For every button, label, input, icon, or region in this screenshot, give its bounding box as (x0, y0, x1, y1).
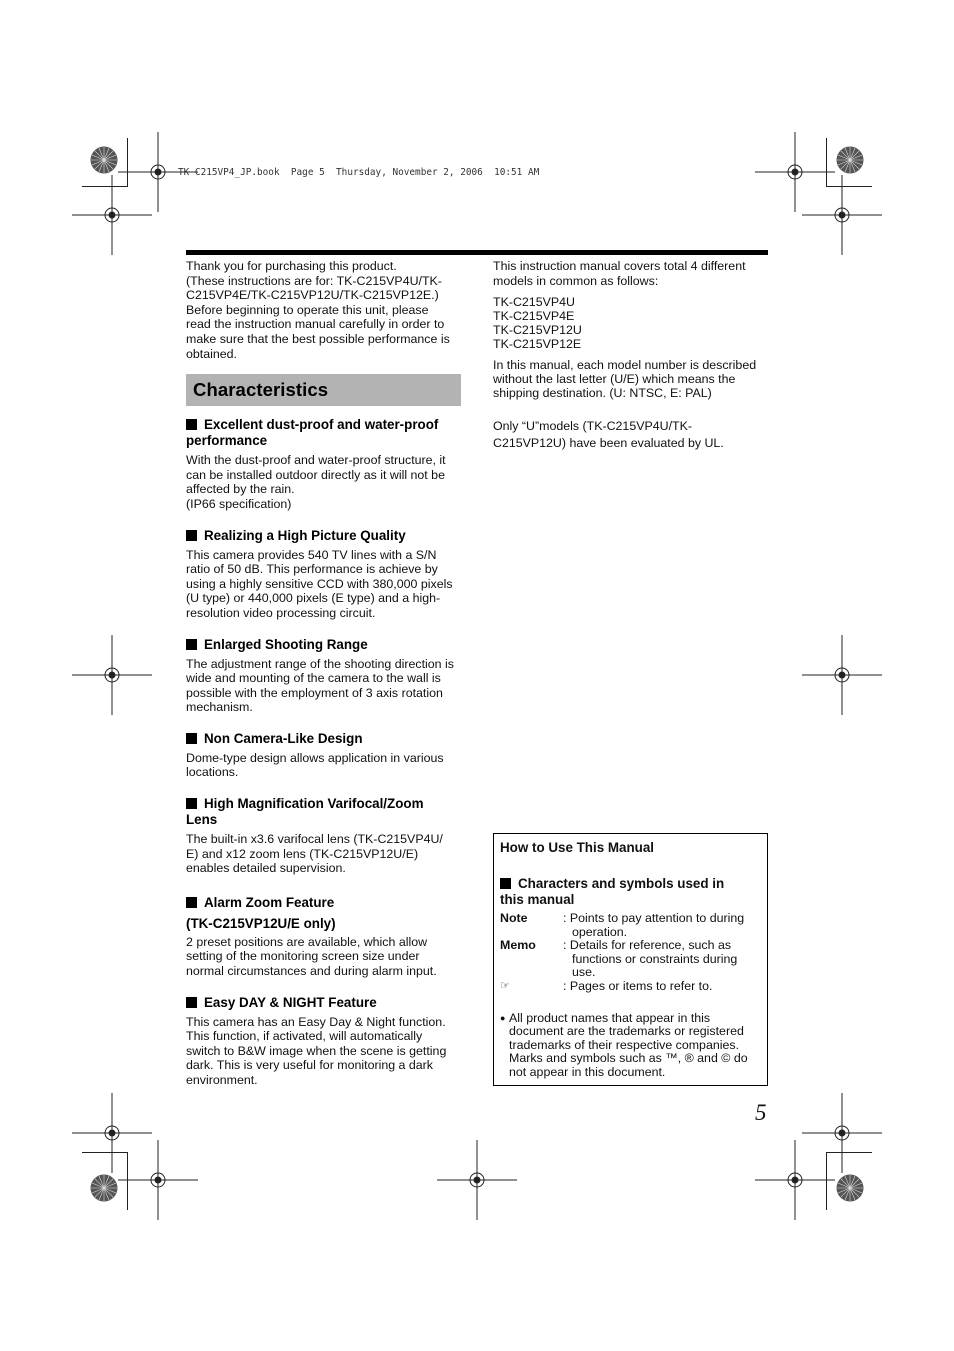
symbol-definition: : Pages or items to refer to. (563, 978, 713, 993)
bullet-icon: ● (500, 1012, 506, 1023)
symbol-term: Note (500, 911, 528, 925)
symbols-heading: Characters and symbols used in this manual (500, 876, 725, 907)
symbol-row-note (500, 912, 761, 939)
intro-line: obtained. (186, 346, 237, 361)
how-to-use-box (493, 833, 768, 1086)
intro-line: Before beginning to operate this unit, please (186, 302, 429, 317)
page-number: 5 (755, 1100, 767, 1125)
square-bullet-icon (186, 897, 197, 908)
left-column (186, 259, 461, 1088)
coverage-paragraph: This instruction manual covers total 4 different models in common as follows: (493, 259, 746, 288)
square-bullet-icon (186, 997, 197, 1008)
square-bullet-icon (186, 419, 197, 430)
print-header: TK-C215VP4_JP.book Page 5 Thursday, November 2, 2006 10:51 AM (178, 167, 540, 178)
crop-mark (127, 1152, 128, 1210)
model-list (493, 296, 768, 351)
symbol-definition: : Details for reference, such as functions or constraints during use. (563, 938, 738, 980)
feature-picture-quality (186, 528, 461, 621)
registration-mark (72, 175, 152, 255)
feature-body: The adjustment range of the shooting direction is wide and mounting of the camera to the wall is possible with the employment of 3 axis rotation mechanism. (186, 656, 454, 715)
characteristics-title-bar (186, 374, 461, 406)
crop-mark (826, 1152, 827, 1210)
feature-day-night (186, 995, 461, 1088)
model-item: TK-C215VP4U (493, 295, 575, 310)
color-rosette-top-right (836, 146, 864, 174)
crop-mark (826, 1152, 872, 1153)
square-bullet-icon (186, 639, 197, 650)
howto-title: How to Use This Manual (500, 840, 655, 855)
square-bullet-icon (500, 878, 511, 889)
crop-mark (82, 1152, 128, 1153)
feature-heading: Easy DAY & NIGHT Feature (186, 995, 461, 1011)
intro-line: Thank you for purchasing this product. (186, 259, 397, 273)
feature-heading: Excellent dust-proof and water-proof performance (186, 417, 439, 449)
feature-body: This camera has an Easy Day & Night function. This function, if activated, will automatically switch to B&W image when the scene is getting dark. This is very useful for monitoring a dark environment. (186, 1014, 447, 1087)
pointing-hand-icon: ☞ (500, 979, 510, 992)
feature-dustproof (186, 417, 461, 511)
trademark-note: ● All product names that appear in this document are the trademarks or registered trademarks of their respective companies. Marks and symbols such as ™, ® and © do not appear in this document. (500, 1010, 748, 1079)
right-column (493, 259, 768, 460)
color-rosette-top-left (90, 146, 118, 174)
suffix-paragraph: In this manual, each model number is described without the last letter (U/E) which means the shipping destination. (U: NTSC, E: PAL) (493, 358, 757, 400)
model-item: TK-C215VP4E (493, 308, 575, 323)
feature-body: The built-in x3.6 varifocal lens (TK-C215VP4U/ E) and x12 zoom lens (TK-C215VP12U/E) enables detailed supervision. (186, 832, 443, 876)
model-item: TK-C215VP12U (493, 322, 582, 337)
feature-body: Dome-type design allows application in various locations. (186, 750, 444, 780)
top-rule (186, 250, 768, 255)
color-rosette-bottom-right (836, 1174, 864, 1202)
registration-mark (72, 635, 152, 715)
feature-body: 2 preset positions are available, which allow setting of the monitoring screen size under normal circumstances and during alarm input. (186, 934, 437, 979)
symbol-row-memo (500, 939, 761, 980)
feature-heading: High Magnification Varifocal/Zoom Lens (186, 796, 424, 828)
feature-heading: Enlarged Shooting Range (186, 637, 461, 653)
feature-heading: Alarm Zoom Feature (TK-C215VP12U/E only) (186, 894, 336, 931)
feature-alarm-zoom (186, 892, 461, 979)
feature-heading: Realizing a High Picture Quality (186, 528, 461, 544)
ul-paragraph: Only “U”models (TK-C215VP4U/TK- C215VP12U) have been evaluated by UL. (493, 419, 724, 451)
intro-line: read the instruction manual carefully in order to (186, 317, 445, 332)
feature-heading: Non Camera-Like Design (186, 731, 461, 747)
symbol-term: Memo (500, 938, 536, 953)
square-bullet-icon (186, 733, 197, 744)
feature-body: This camera provides 540 TV lines with a S/N ratio of 50 dB. This performance is achieve by using a highly sensitive CCD with 380,000 pixels (U type) or 440,000 pixels (E type) and a high- resolution video processing circuit. (186, 547, 453, 620)
crop-mark (826, 186, 872, 187)
intro-line: C215VP4E/TK-C215VP12U/TK-C215VP12E.) (186, 288, 439, 303)
intro-line: (These instructions are for: TK-C215VP4U/TK- (186, 273, 442, 288)
square-bullet-icon (186, 530, 197, 541)
registration-mark (437, 1140, 517, 1220)
feature-lens (186, 796, 461, 876)
feature-design (186, 731, 461, 780)
model-item: TK-C215VP12E (493, 336, 582, 351)
color-rosette-bottom-left (90, 1174, 118, 1202)
symbol-definition: : Points to pay attention to during operation. (563, 911, 745, 939)
crop-mark (826, 138, 827, 186)
section-title: Characteristics (193, 378, 329, 400)
crop-mark (127, 138, 128, 186)
intro-line: make sure that the best possible performance is (186, 331, 450, 346)
registration-mark (755, 1140, 835, 1220)
symbol-row-reference (500, 980, 761, 994)
square-bullet-icon (186, 798, 197, 809)
registration-mark (118, 1140, 198, 1220)
feature-body: With the dust-proof and water-proof structure, it can be installed outdoor directly as it will not be affected by the rain. (IP66 specification) (186, 453, 446, 511)
registration-mark (802, 175, 882, 255)
feature-shooting-range (186, 637, 461, 715)
intro-paragraph (186, 259, 461, 361)
registration-mark (802, 635, 882, 715)
crop-mark (82, 186, 128, 187)
